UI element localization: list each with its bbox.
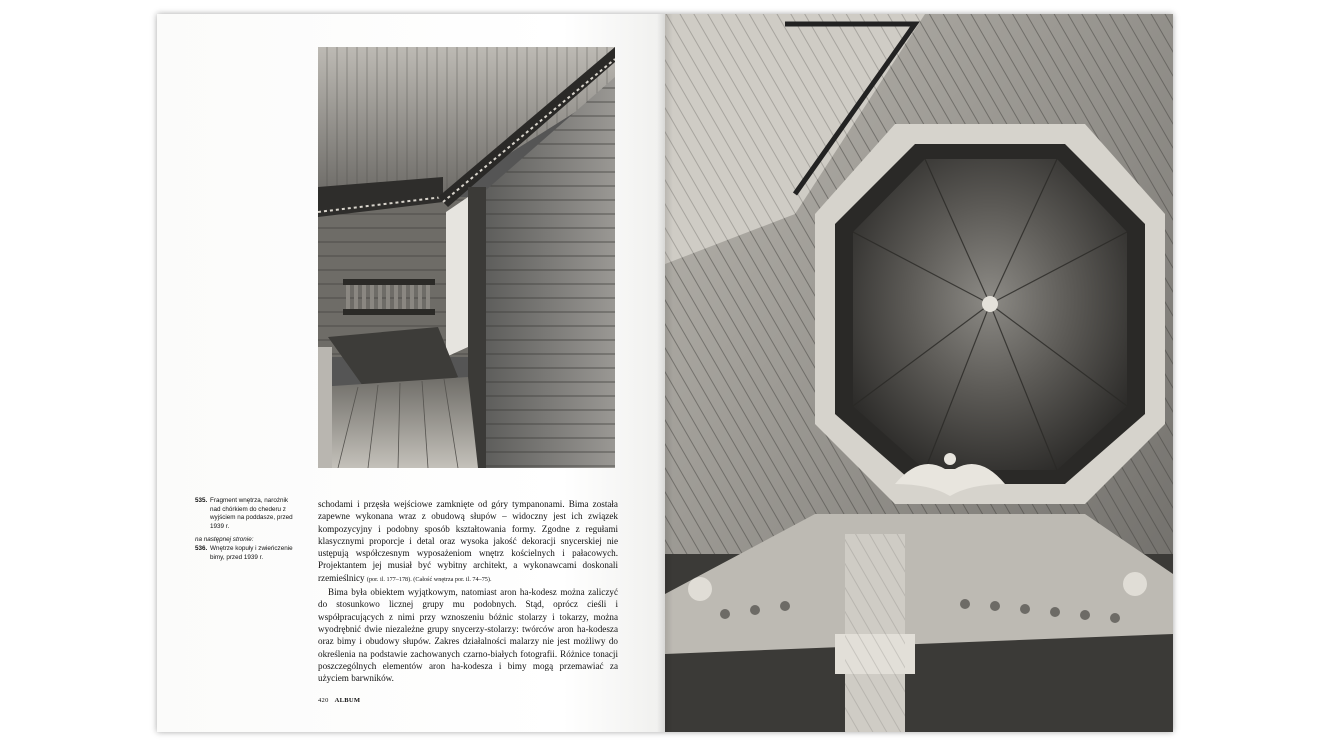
caption-note: na następnej stronie: bbox=[195, 536, 254, 544]
section-name: ALBUM bbox=[334, 697, 361, 704]
page-number: 420 bbox=[318, 697, 329, 704]
left-page bbox=[157, 14, 665, 732]
photo-dome-bimah bbox=[665, 14, 1173, 732]
book-spread bbox=[157, 14, 1173, 732]
caption-536 bbox=[195, 545, 295, 562]
caption-number: 536. bbox=[195, 544, 208, 552]
paragraph-1-reference: (por. il. 177–178). (Całość wnętrza por. il. 74–75). bbox=[366, 575, 492, 583]
photo-synagogue-corner bbox=[318, 47, 615, 468]
caption-text: Fragment wnętrza, narożnik nad chórkiem do chederu z wyjściem na poddasze, przed 1939 r. bbox=[210, 497, 293, 530]
caption-text: Wnętrze kopuły i zwieńczenie bimy, przed 1939 r. bbox=[210, 544, 293, 561]
paragraph-1-text: schodami i przęsła wejściowe zamknięte od góry tympanonami. Bima została zapewne wykonana wraz z obudową słupów – widoczny jest ich związek kompozycyjny i podobny sposób kształtowania formy. Zgodne z regułami klasycznymi proporcje i detal oraz wysoka jakość dekoracji snycerskiej nie ustępują współczesnym wyposażeniom wnętrz kościelnych i pałacowych. Projektantem jej musiał być wybitny architekt, a wykonawcami doskonali rzemieślnicy bbox=[318, 499, 618, 583]
page-footer bbox=[318, 697, 360, 704]
caption-block bbox=[195, 497, 295, 562]
paragraph-2: Bima była obiektem wyjątkowym, natomiast aron ha-kodesz można zaliczyć do stosunkowo licznej grupy mu podobnych. Stąd, oprócz cieśli i współpracujących z nimi przy wznoszeniu bóżnic stolarzy i tokarzy, można wyodrębnić dwie niezależne grupy snycerzy-stolarzy: twórców aron ha-kodesza oraz bimy i obudowy słupów. Zakres działalności malarzy nie jest możliwy do określenia na podstawie zachowanych czarno-białych fotografii. Różnice tonacji poszczególnych elementów aron ha-kodesza i bimy mogą przemawiać za użyciem barwników. bbox=[318, 587, 618, 684]
caption-535 bbox=[195, 497, 295, 531]
body-text bbox=[318, 498, 618, 684]
paragraph-1 bbox=[318, 498, 618, 586]
caption-number: 535. bbox=[195, 497, 208, 504]
